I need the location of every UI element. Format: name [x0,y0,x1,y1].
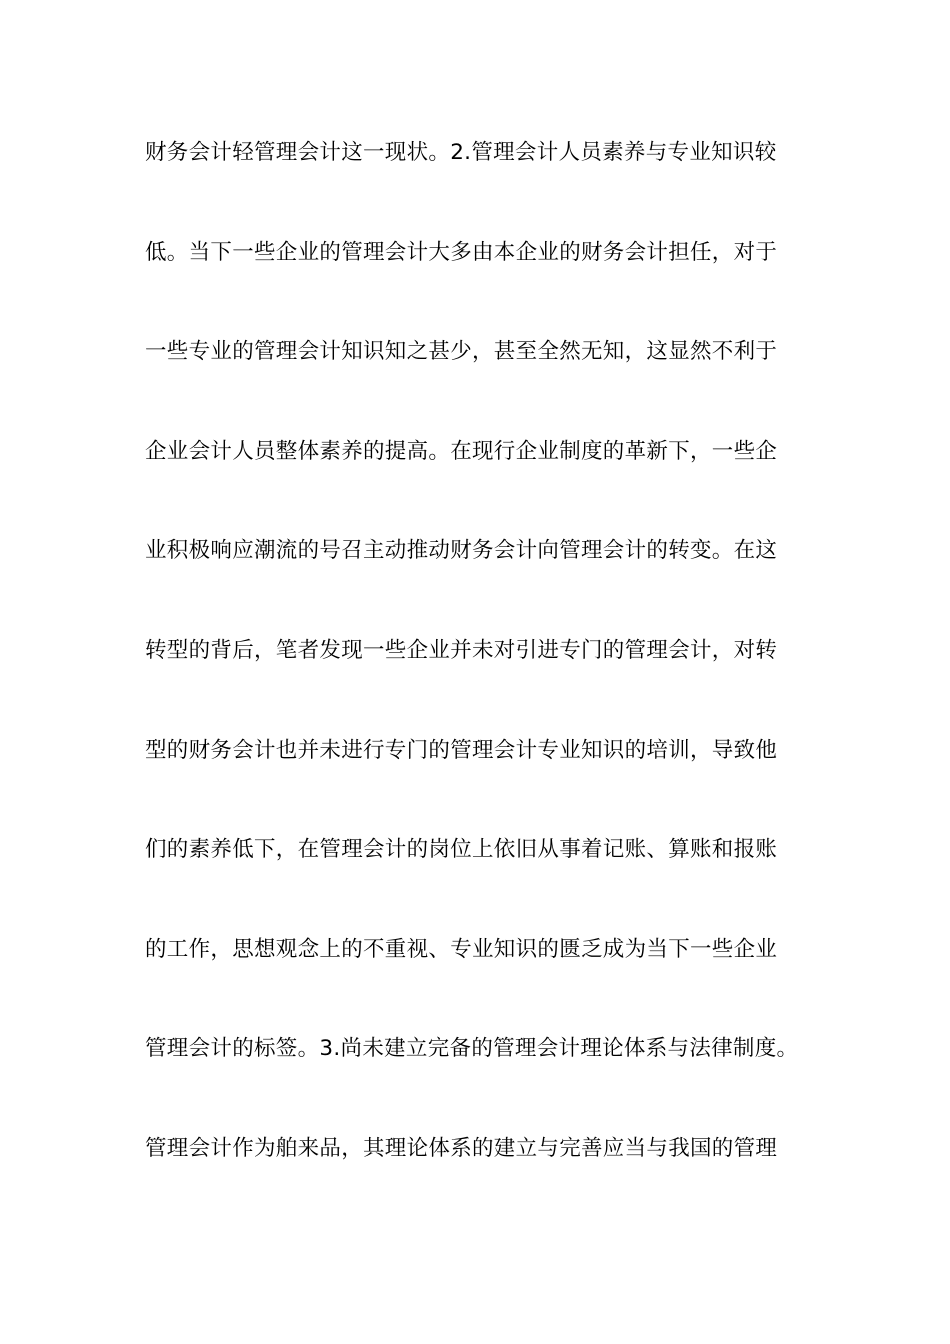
text-line-9: 的工作，思想观念上的不重视、专业知识的匮乏成为当下一些企业 [145,936,778,962]
text-line-6: 转型的背后，笔者发现一些企业并未对引进专门的管理会计，对转 [145,637,778,663]
text-line-5: 业积极响应潮流的号召主动推动财务会计向管理会计的转变。在这 [145,538,778,564]
text-line-1: 财务会计轻管理会计这一现状。2.管理会计人员素养与专业知识较 [145,140,777,165]
text-line-11: 管理会计作为舶来品，其理论体系的建立与完善应当与我国的管理 [145,1135,778,1161]
text-line-8: 们的素养低下，在管理会计的岗位上依旧从事着记账、算账和报账 [145,837,778,863]
text-line-7: 型的财务会计也并未进行专门的管理会计专业知识的培训，导致他 [145,737,778,763]
text-line-10: 管理会计的标签。3.尚未建立完备的管理会计理论体系与法律制度。 [145,1036,799,1062]
text-line-3: 一些专业的管理会计知识知之甚少，甚至全然无知，这显然不利于 [145,339,778,365]
body-text [145,128,845,1224]
text-line-2: 低。当下一些企业的管理会计大多由本企业的财务会计担任，对于 [145,239,778,265]
text-line-4: 企业会计人员整体素养的提高。在现行企业制度的革新下，一些企 [145,438,778,464]
